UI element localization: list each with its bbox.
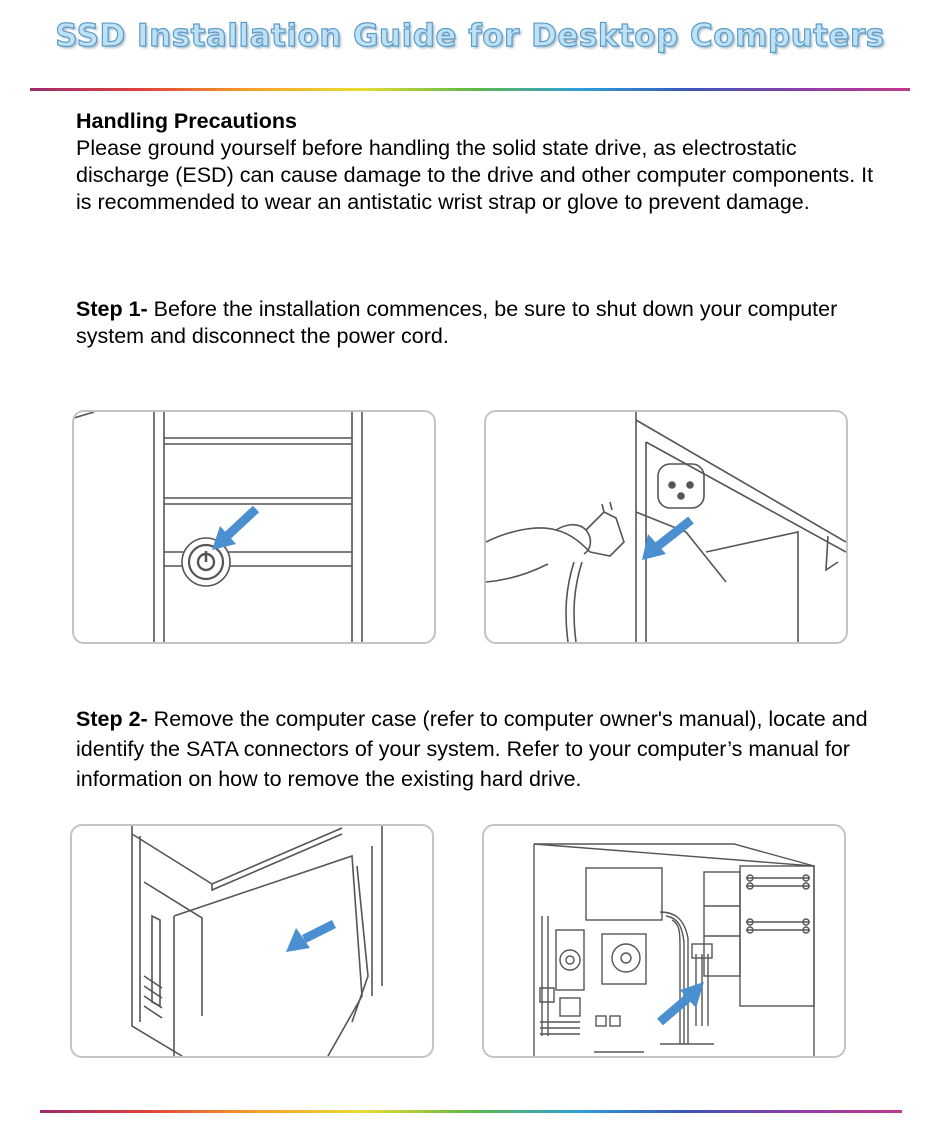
remove-case-panel-illustration <box>70 824 434 1058</box>
arrow-remove-panel <box>286 924 334 952</box>
precautions-body: Please ground yourself before handling the solid state drive, as electrostatic discharge (ESD) can cause damage to the drive and other computer components. It is recommended to wear an antistatic wrist strap or glove to prevent damage. <box>76 136 874 214</box>
step-2-label: Step 2- <box>76 707 148 731</box>
bottom-rainbow-divider <box>40 1110 902 1113</box>
step-1-text: Before the installation commences, be sure to shut down your computer system and disconnect the power cord. <box>76 297 838 348</box>
power-button-illustration <box>72 410 436 644</box>
sata-connectors-illustration <box>482 824 846 1058</box>
step-1-label: Step 1- <box>76 297 148 321</box>
handling-precautions-section <box>76 108 876 216</box>
top-rainbow-divider <box>30 88 910 91</box>
step-2-text: Remove the computer case (refer to computer owner's manual), locate and identify the SATA connectors of your system. Refer to your computer’s manual for information on how to remove the existing hard drive. <box>76 707 868 791</box>
step-1-section <box>76 296 876 350</box>
arrow-to-power-button <box>212 509 256 550</box>
unplug-power-cord-illustration <box>484 410 848 644</box>
precautions-heading: Handling Precautions <box>76 109 298 133</box>
arrow-to-power-socket <box>642 520 691 560</box>
document-title: SSD Installation Guide for Desktop Computers <box>55 18 885 54</box>
arrow-to-sata-connector <box>660 982 704 1022</box>
step-2-section <box>76 704 876 794</box>
